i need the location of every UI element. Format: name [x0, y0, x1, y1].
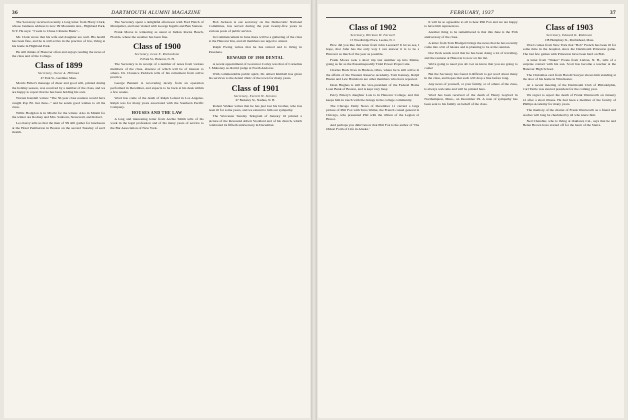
column-1 — [12, 20, 105, 414]
paragraph: The memory of the charter of Frank Wentworth as a friend and teacher will long be cherished by all who knew him. — [522, 108, 616, 117]
paragraph: George Bennett is recovering nicely from an operation performed in December, and expects to be back at his desk within a few weeks. — [110, 81, 204, 95]
class-address: 138 Humphrey St., Marblehead, Mass. — [544, 37, 595, 42]
paragraph: Ralph Ewing writes that he has retired and is living in Pasadena. — [208, 45, 302, 54]
class-address: 15 Woodbridge Place, Leonia, N. J. — [350, 37, 396, 42]
paragraph: Frank Moore took a short trip last summer up into Maine, going as far as the Passamaquoddy Tidal Power Project site. — [326, 57, 420, 67]
class-secretary: Secretary, Leon E. Richardson — [134, 52, 180, 57]
paragraph: The Secretary received recently a long letter from Harry Clark, whose business address is now 99 Mountain Ave., Highland Park, N.Y. He says: "I went to Chase Citizens Bank"... — [12, 20, 106, 33]
class-heading: Class of 1899 — [34, 60, 83, 71]
class-secretary: Secretary, Oscar A. Hillman — [37, 71, 80, 76]
paragraph: A letter from "Tinker" Evans from Lisbon, N. H., tells of a surprise contact with his son. Scott has become a teacher at the Hanover High School. — [522, 57, 616, 71]
column-2 — [424, 20, 517, 414]
class-heading: Class of 1901 — [231, 82, 280, 93]
class-address: 15 Park St., Hanover, N. H. — [139, 56, 175, 61]
paragraph: At a recent meeting of the Dartmouth Club of Philadelphia, Carl Tuttle was elected president for the coming year. — [522, 83, 616, 92]
paragraph: Warren Kendall writes: "The 50-year class reunion would have caught Pop Bl. last June..." and he sends good wishes to all the class. — [12, 96, 106, 110]
paragraph: How did you like that letter from John Leonard? It let us see, I hope, that John has the only way I can answer it is to be a Hanover as much of the year as possible. — [326, 43, 420, 56]
running-head-left — [12, 8, 302, 18]
section-heading: HOUSES AND THE LAW — [131, 110, 183, 116]
class-heading: Class of 1903 — [545, 22, 594, 32]
paragraph: The Secretary is in receipt of a number of notes from various members of the class, absence of which will be of interest to others. Dr. Clarence Paddock tells of his retirement from active practice. — [110, 62, 204, 80]
paragraph: A long and interesting letter from Archie Smith tells of his work in the legal profession and of his many years of service to the Bar Association of New York. — [110, 117, 204, 130]
paragraph: Dean Hughes is still the vice-president of the Federal Home Loan Bank of Boston, and is kept very busy. — [326, 83, 420, 92]
column-1 — [326, 20, 419, 414]
paragraph: Word comes from New York that "Bob" French has been ill for some time in the hospital, since the Dartmouth Princeton game. The last few games with Princeton have been hard on Bob. — [522, 43, 616, 56]
right-columns — [326, 20, 616, 414]
running-title: DARTMOUTH ALUMNI MAGAZINE — [111, 9, 201, 16]
paragraph: The Chicago Daily News of December 11 carried a large picture of Phil Fox with Teno Waller, the French consul general in Chicago, who presented Phil with the ribbon of the Legion of Honor. — [326, 103, 420, 122]
paragraph: A recent appointment of Governor Corley was that of Cornelius J. Mahoney as district judge at North Andover. — [208, 61, 302, 71]
page-number: 36 — [12, 9, 18, 16]
class-secretary: Secretary, Edward K. Robinson — [546, 33, 593, 37]
paragraph: We regret to report the death of Frank Wentworth on January 12 after a short illness. He had been a member of the faculty of Phillips Academy for many years. — [522, 93, 616, 107]
paragraph: And perhaps you didn't know that Phil Fox is the author of 'The Oldest Form of Life in Alaska.' — [326, 123, 420, 132]
class-address: 67 Berkeley St., Nashua, N. H. — [235, 98, 276, 103]
paragraph: He still thinks of Hanover often and enjoys reading the news of the class and of the College. — [12, 49, 106, 59]
paragraph: Doc Peck sends word that he has been doing a lot of traveling, and the reunion at Hanover is now on his list. — [424, 51, 518, 60]
class-secretary: Secretary, Herman W. Farwell — [350, 33, 395, 37]
paragraph: Morris Fuller's message of cheer and good will, printed during the holiday season, was received by a number of the class, and we are happy to report that he has been holding his own. — [12, 81, 106, 95]
paragraph: Another thing to be remembered is that this June is the 35th anniversary of the class. — [424, 30, 518, 39]
section-heading: REWARD OF 1900 DENTAL — [226, 55, 284, 61]
paragraph: Bob Jackson is our secretary on the Democratic National Committee, has served during the past twenty-five years in various posts of public service. — [208, 20, 302, 33]
paragraph: It will be so agreeable to all to hear Phil Fox and we are happy to have him represent us. — [424, 20, 518, 29]
class-address: 47 Park St., Gardiner, Mass. — [40, 75, 77, 80]
running-title: FEBRUARY, 1937 — [450, 9, 494, 16]
paragraph: A letter from Tom Blodgett brings the news that he has recently come into a bit of leisure and is planning to be at the reunion. — [424, 40, 518, 50]
paragraph: But the Secretary has found it difficult to get word about many in the class, and hopes that each will drop a line before long. — [424, 72, 518, 81]
column-3 — [209, 20, 302, 414]
paragraph: The Christmas card from Harold Sawyer shows him standing at the door of his home in Winchester. — [522, 72, 616, 82]
paragraph: Robert Walker writes that he has just lost his brother, who has been ill for some years, and we extend to him our sympathy. — [208, 103, 302, 113]
running-head-right — [326, 8, 616, 18]
class-heading: Class of 1900 — [133, 41, 181, 52]
paragraph: The Worcester Sunday Telegram of January 16 printed a picture of the Reverend Albert Stoddard and of his church, which celebrated its fiftieth anniversary in December. — [208, 114, 302, 128]
paragraph: Word has come of the death of Ralph Leland in Los Angeles. Ralph was for many years associated with the Southern Pacific Company. — [110, 96, 204, 110]
paragraph: With commendable public spirit, Dr. Albert Kimball has given his services to the dental clinic of the town for many years. — [208, 72, 302, 81]
page-gutter — [311, 0, 317, 420]
left-page — [4, 4, 310, 418]
left-columns — [12, 20, 302, 414]
class-heading: Class of 1902 — [348, 22, 397, 32]
paragraph: We're going to need you all. Let us know that you are going to come! — [424, 61, 518, 71]
paragraph: Frank Morse is wintering as usual at Indian Rocks Beach, Florida, where the weather has been fine. — [110, 30, 204, 39]
paragraph: Ned Chandler, who is living at Oakland, Cal., says that he and Helen Brown have started off for the heart of the Sierra. — [522, 118, 616, 128]
column-3 — [523, 20, 616, 414]
paragraph: In Commencement in June there will be a gathering of the class at the Hanover Inn, and all members are urged to attend. — [208, 34, 302, 44]
paragraph: Any news of yourself, or your family, or of others of the class, is always welcome and will be printed here. — [424, 82, 518, 91]
paragraph: Percy Emery's daughter Lois is in Hanover College, and this keeps him in touch with the doings in the college community. — [326, 93, 420, 102]
paragraph: Leo Kerry tells us that the men of '99 still gather for luncheons at the Hotel Pemberton in Boston on the second Tuesday of each month. — [12, 121, 106, 135]
paragraph: Mr. Clark wrote that his wife and daughter are well. His health has been fine, and he is still active in the practice of law, living at his home in Highland Park. — [12, 34, 106, 48]
paragraph: Word has been received of the death of Henry Gaylord in Northampton, Mass., on December 29. A note of sympathy has been sent to his family on behalf of the class. — [424, 92, 518, 106]
page-number: 37 — [609, 9, 616, 16]
class-secretary: Secretary, Everett W. Stevens — [233, 93, 277, 98]
paragraph: Willis Hodgdon is in Miami for the winter. Also in Miami for the winter are Rodney and Mrs. Sanborn, Stonewall, and Robert. — [12, 111, 106, 120]
paragraph: The Secretary spent a delightful afternoon with Fred Hatch of Montpelier, and later visited with George Ingalls and Ben Stetson. — [110, 20, 204, 29]
paragraph: Charles Buck lives in Hudson, Ohio, where he is still active in the affairs of the Western Reserve Academy. Tom Kenney, Ralph Hazen and Lew Hartshorn are other members who have reported. — [326, 68, 420, 82]
right-page — [318, 4, 624, 418]
column-2 — [110, 20, 203, 414]
